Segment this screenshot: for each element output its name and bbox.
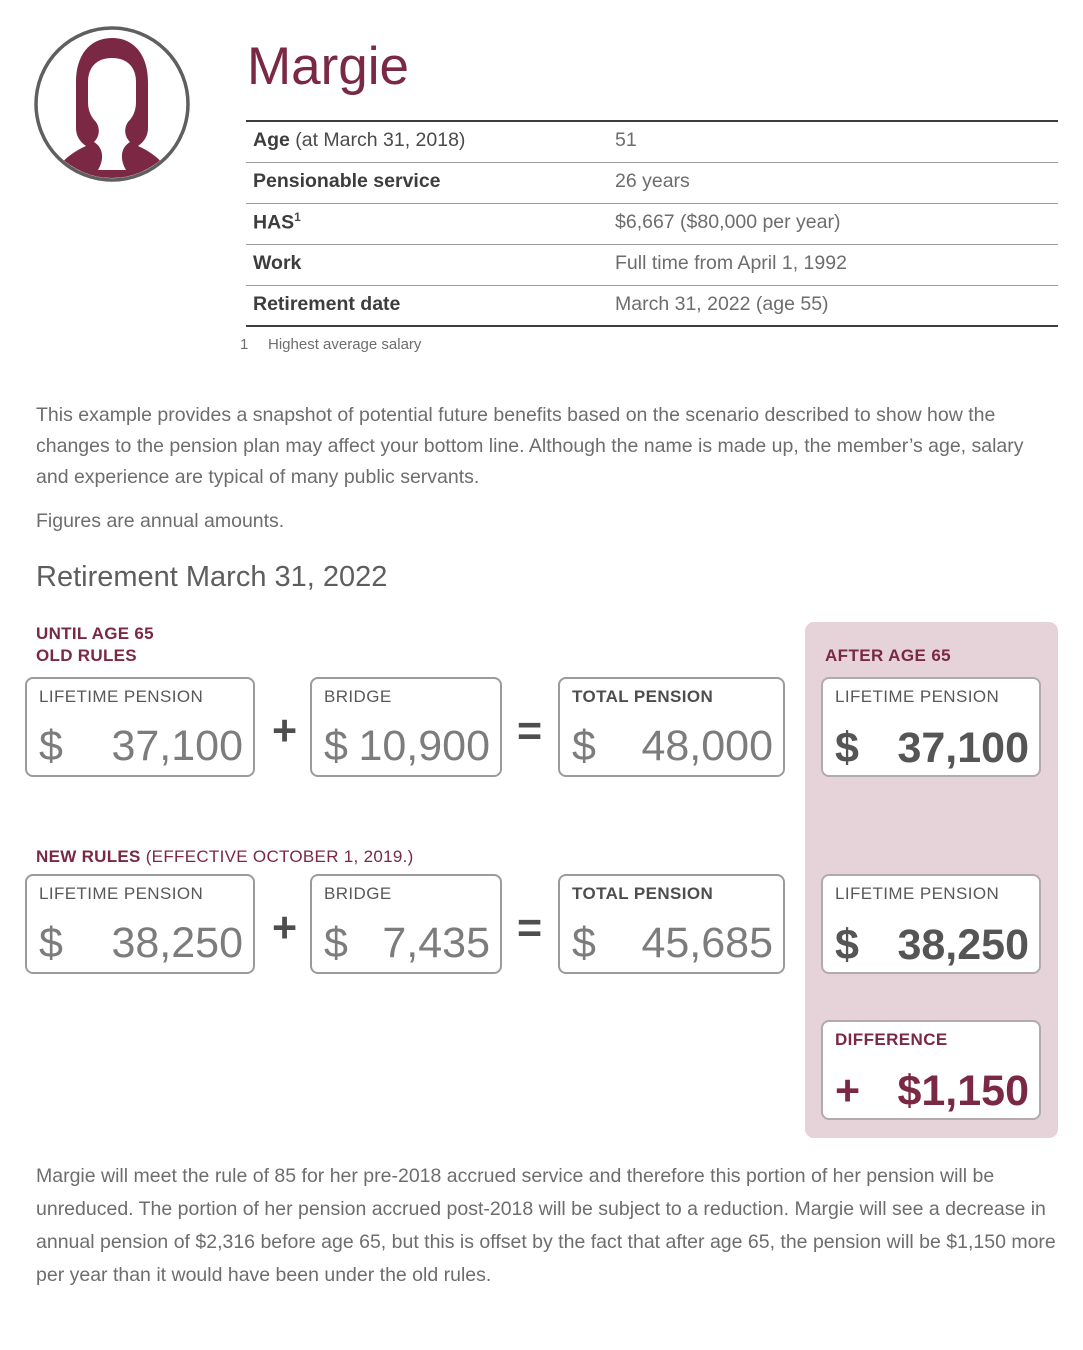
fact-label-age-rest: (at March 31, 2018) — [289, 129, 466, 152]
amount-value: $1,150 — [897, 1067, 1029, 1115]
profile-header — [0, 0, 1083, 370]
plus-sign-icon: + — [835, 1067, 861, 1115]
table-row — [246, 162, 1058, 203]
new-rules-label-bold: NEW RULES — [36, 847, 141, 866]
after-age-65-title: AFTER AGE 65 — [825, 646, 952, 665]
new-lifetime-pension-caption: LIFETIME PENSION — [39, 884, 204, 903]
amount-value: 7,435 — [382, 919, 490, 967]
currency-symbol: $ — [39, 722, 63, 770]
old-lifetime-pension-box — [25, 677, 255, 777]
female-avatar-icon — [32, 24, 192, 184]
plus-operator-icon: + — [272, 707, 298, 755]
new-total-pension-box — [558, 874, 785, 974]
after-65-difference-amount — [823, 1067, 1029, 1116]
table-row — [246, 121, 1058, 162]
new-rules-label — [36, 846, 414, 868]
after-age-65-panel — [805, 622, 1058, 1138]
currency-symbol: $ — [324, 722, 348, 770]
amount-value: 48,000 — [641, 722, 773, 770]
currency-symbol: $ — [324, 919, 348, 967]
fact-label-work — [246, 244, 613, 285]
fact-value-work: Full time from April 1, 1992 — [613, 244, 1058, 285]
fact-value-pensionable-service: 26 years — [613, 162, 1058, 203]
after-65-new-lifetime-amount — [823, 921, 1029, 970]
old-lifetime-pension-caption: LIFETIME PENSION — [39, 687, 204, 706]
footnote — [240, 336, 421, 353]
intro-paragraph: This example provides a snapshot of potential future benefits based on the scenario described to show how the changes to the pension plan may affect your bottom line. Although the name is made up, the member’s age, salary and experience are typical of many public servants. — [36, 404, 1024, 488]
fact-label-has-bold: HAS — [253, 211, 295, 234]
currency-symbol: $ — [835, 724, 859, 772]
old-rules-label-line1: UNTIL AGE 65 — [36, 624, 154, 643]
currency-symbol: $ — [39, 919, 63, 967]
currency-symbol: $ — [835, 921, 859, 969]
old-rules-label — [36, 623, 154, 667]
old-rules-label-line2: OLD RULES — [36, 646, 137, 665]
amount-value: 38,250 — [111, 919, 243, 967]
equals-operator-icon: = — [517, 707, 543, 755]
old-total-pension-amount — [560, 722, 773, 771]
page-title: Margie — [247, 37, 410, 96]
amount-value: 38,250 — [897, 921, 1029, 969]
old-total-pension-caption: TOTAL PENSION — [572, 687, 714, 706]
fact-label-pensionable-service — [246, 162, 613, 203]
old-lifetime-pension-amount — [27, 722, 243, 771]
table-row — [246, 285, 1058, 326]
old-bridge-box — [310, 677, 502, 777]
footnote-text: Highest average salary — [268, 336, 422, 353]
fact-label-retirement-date-bold: Retirement date — [253, 292, 401, 315]
new-lifetime-pension-amount — [27, 919, 243, 968]
new-rules-label-rest: (EFFECTIVE OCTOBER 1, 2019.) — [140, 847, 414, 866]
after-65-new-lifetime-caption: LIFETIME PENSION — [835, 884, 1000, 903]
amount-value: 45,685 — [641, 919, 773, 967]
fact-value-has: $6,667 ($80,000 per year) — [613, 203, 1058, 244]
intro-note: Figures are annual amounts. — [36, 510, 285, 532]
section-heading: Retirement March 31, 2022 — [36, 561, 388, 593]
amount-value: 37,100 — [897, 724, 1029, 772]
new-bridge-box — [310, 874, 502, 974]
currency-symbol: $ — [572, 722, 596, 770]
old-bridge-amount — [312, 722, 490, 771]
fact-label-work-bold: Work — [253, 252, 302, 274]
equals-operator-icon: = — [517, 904, 543, 952]
summary-paragraph: Margie will meet the rule of 85 for her pre-2018 accrued service and therefore this portion of her pension will be unreduced. The portion of her pension accrued post-2018 will be subject to a reduction. Margie will see a decrease in annual pension of $2,316 before age 65, but this is offset by the fact that after age 65, the pension will be $1,150 more per year than it would have been under the old rules. — [36, 1165, 1056, 1286]
after-65-old-lifetime-box — [821, 677, 1041, 777]
fact-label-age — [246, 121, 613, 162]
after-65-new-lifetime-box — [821, 874, 1041, 974]
old-bridge-caption: BRIDGE — [324, 687, 392, 706]
after-65-old-lifetime-amount — [823, 724, 1029, 773]
amount-value: 37,100 — [111, 722, 243, 770]
fact-label-pensionable-service-bold: Pensionable service — [253, 170, 441, 192]
after-65-difference-box — [821, 1020, 1041, 1120]
new-bridge-caption: BRIDGE — [324, 884, 392, 903]
table-row — [246, 244, 1058, 285]
after-65-difference-caption: DIFFERENCE — [835, 1030, 948, 1049]
old-total-pension-box — [558, 677, 785, 777]
new-lifetime-pension-box — [25, 874, 255, 974]
fact-label-age-bold: Age — [253, 129, 290, 152]
currency-symbol: $ — [572, 919, 596, 967]
amount-value: 10,900 — [358, 722, 490, 770]
fact-value-age: 51 — [613, 121, 1058, 162]
fact-label-has-footnote-marker: 1 — [294, 210, 301, 225]
plus-operator-icon: + — [272, 904, 298, 952]
table-row — [246, 203, 1058, 244]
fact-label-has — [246, 203, 613, 244]
after-65-old-lifetime-caption: LIFETIME PENSION — [835, 687, 1000, 706]
new-total-pension-amount — [560, 919, 773, 968]
footnote-marker: 1 — [240, 336, 249, 353]
new-bridge-amount — [312, 919, 490, 968]
fact-value-retirement-date: March 31, 2022 (age 55) — [613, 285, 1058, 326]
new-total-pension-caption: TOTAL PENSION — [572, 884, 714, 903]
fact-label-retirement-date — [246, 285, 613, 326]
profile-facts-table — [246, 120, 1058, 327]
